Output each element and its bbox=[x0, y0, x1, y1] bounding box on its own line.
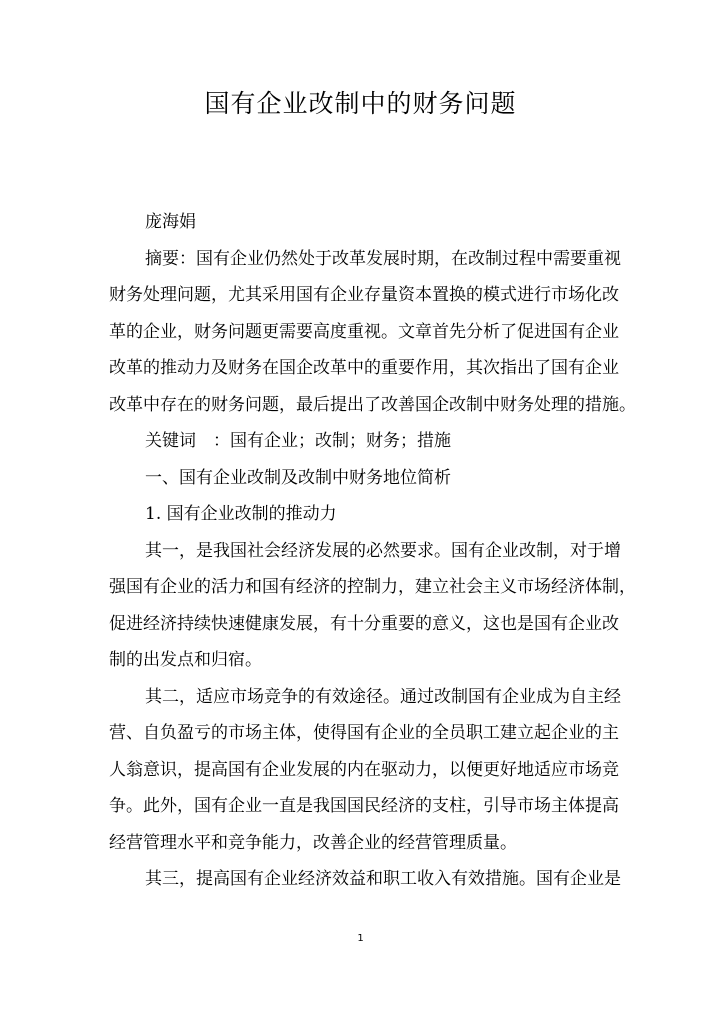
paragraph-line: 强国有企业的活力和国有经济的控制力，建立社会主义市场经济体制， bbox=[109, 577, 636, 597]
abstract-line: 改革中存在的财务问题，最后提出了改善国企改制中财务处理的措施。 bbox=[109, 394, 636, 415]
section-heading: 一、国有企业改制及改制中财务地位简析 bbox=[145, 467, 451, 488]
paragraph-line: 其二，适应市场竞争的有效途径。通过改制国有企业成为自主经 bbox=[145, 686, 621, 707]
abstract bbox=[109, 241, 636, 424]
document-title: 国有企业改制中的财务问题 bbox=[204, 89, 517, 118]
abstract-line: 财务处理问题，尤其采用国有企业存量资本置换的模式进行市场化改 bbox=[109, 285, 619, 305]
abstract-line: 摘要：国有企业仍然处于改革发展时期，在改制过程中需要重视 bbox=[145, 248, 621, 269]
paragraph-line: 人翁意识，提高国有企业发展的内在驱动力，以便更好地适应市场竞 bbox=[109, 759, 619, 780]
paragraph-line: 制的出发点和归宿。 bbox=[109, 650, 262, 670]
paragraph-line: 促进经济持续快速健康发展，有十分重要的意义，这也是国有企业改 bbox=[109, 613, 619, 634]
paragraph-line: 争。此外，国有企业一直是我国国民经济的支柱，引导市场主体提高 bbox=[109, 796, 619, 816]
abstract-line: 改革的推动力及财务在国企改革中的重要作用，其次指出了国有企业 bbox=[109, 358, 619, 378]
paragraph-1 bbox=[109, 533, 636, 679]
paragraph-line: 经营管理水平和竞争能力，改善企业的经营管理质量。 bbox=[109, 832, 517, 853]
page-number: 1 bbox=[357, 933, 364, 944]
paragraph-line: 营、自负盈亏的市场主体，使得国有企业的全员职工建立起企业的主 bbox=[109, 723, 619, 743]
paragraph-3 bbox=[109, 861, 621, 898]
paragraph-line: 其三，提高国有企业经济效益和职工收入有效措施。国有企业是 bbox=[145, 869, 621, 889]
paragraph-2 bbox=[109, 679, 621, 862]
subsection-heading: 1. 国有企业改制的推动力 bbox=[145, 504, 337, 524]
paragraph-line: 其一，是我国社会经济发展的必然要求。国有企业改制，对于增 bbox=[145, 540, 621, 561]
keywords: 关键词 ：国有企业；改制；财务；措施 bbox=[145, 431, 451, 451]
author-name: 庞海娟 bbox=[145, 212, 196, 232]
document-body bbox=[109, 204, 636, 898]
abstract-line: 革的企业，财务问题更需要高度重视。文章首先分析了促进国有企业 bbox=[109, 321, 619, 342]
